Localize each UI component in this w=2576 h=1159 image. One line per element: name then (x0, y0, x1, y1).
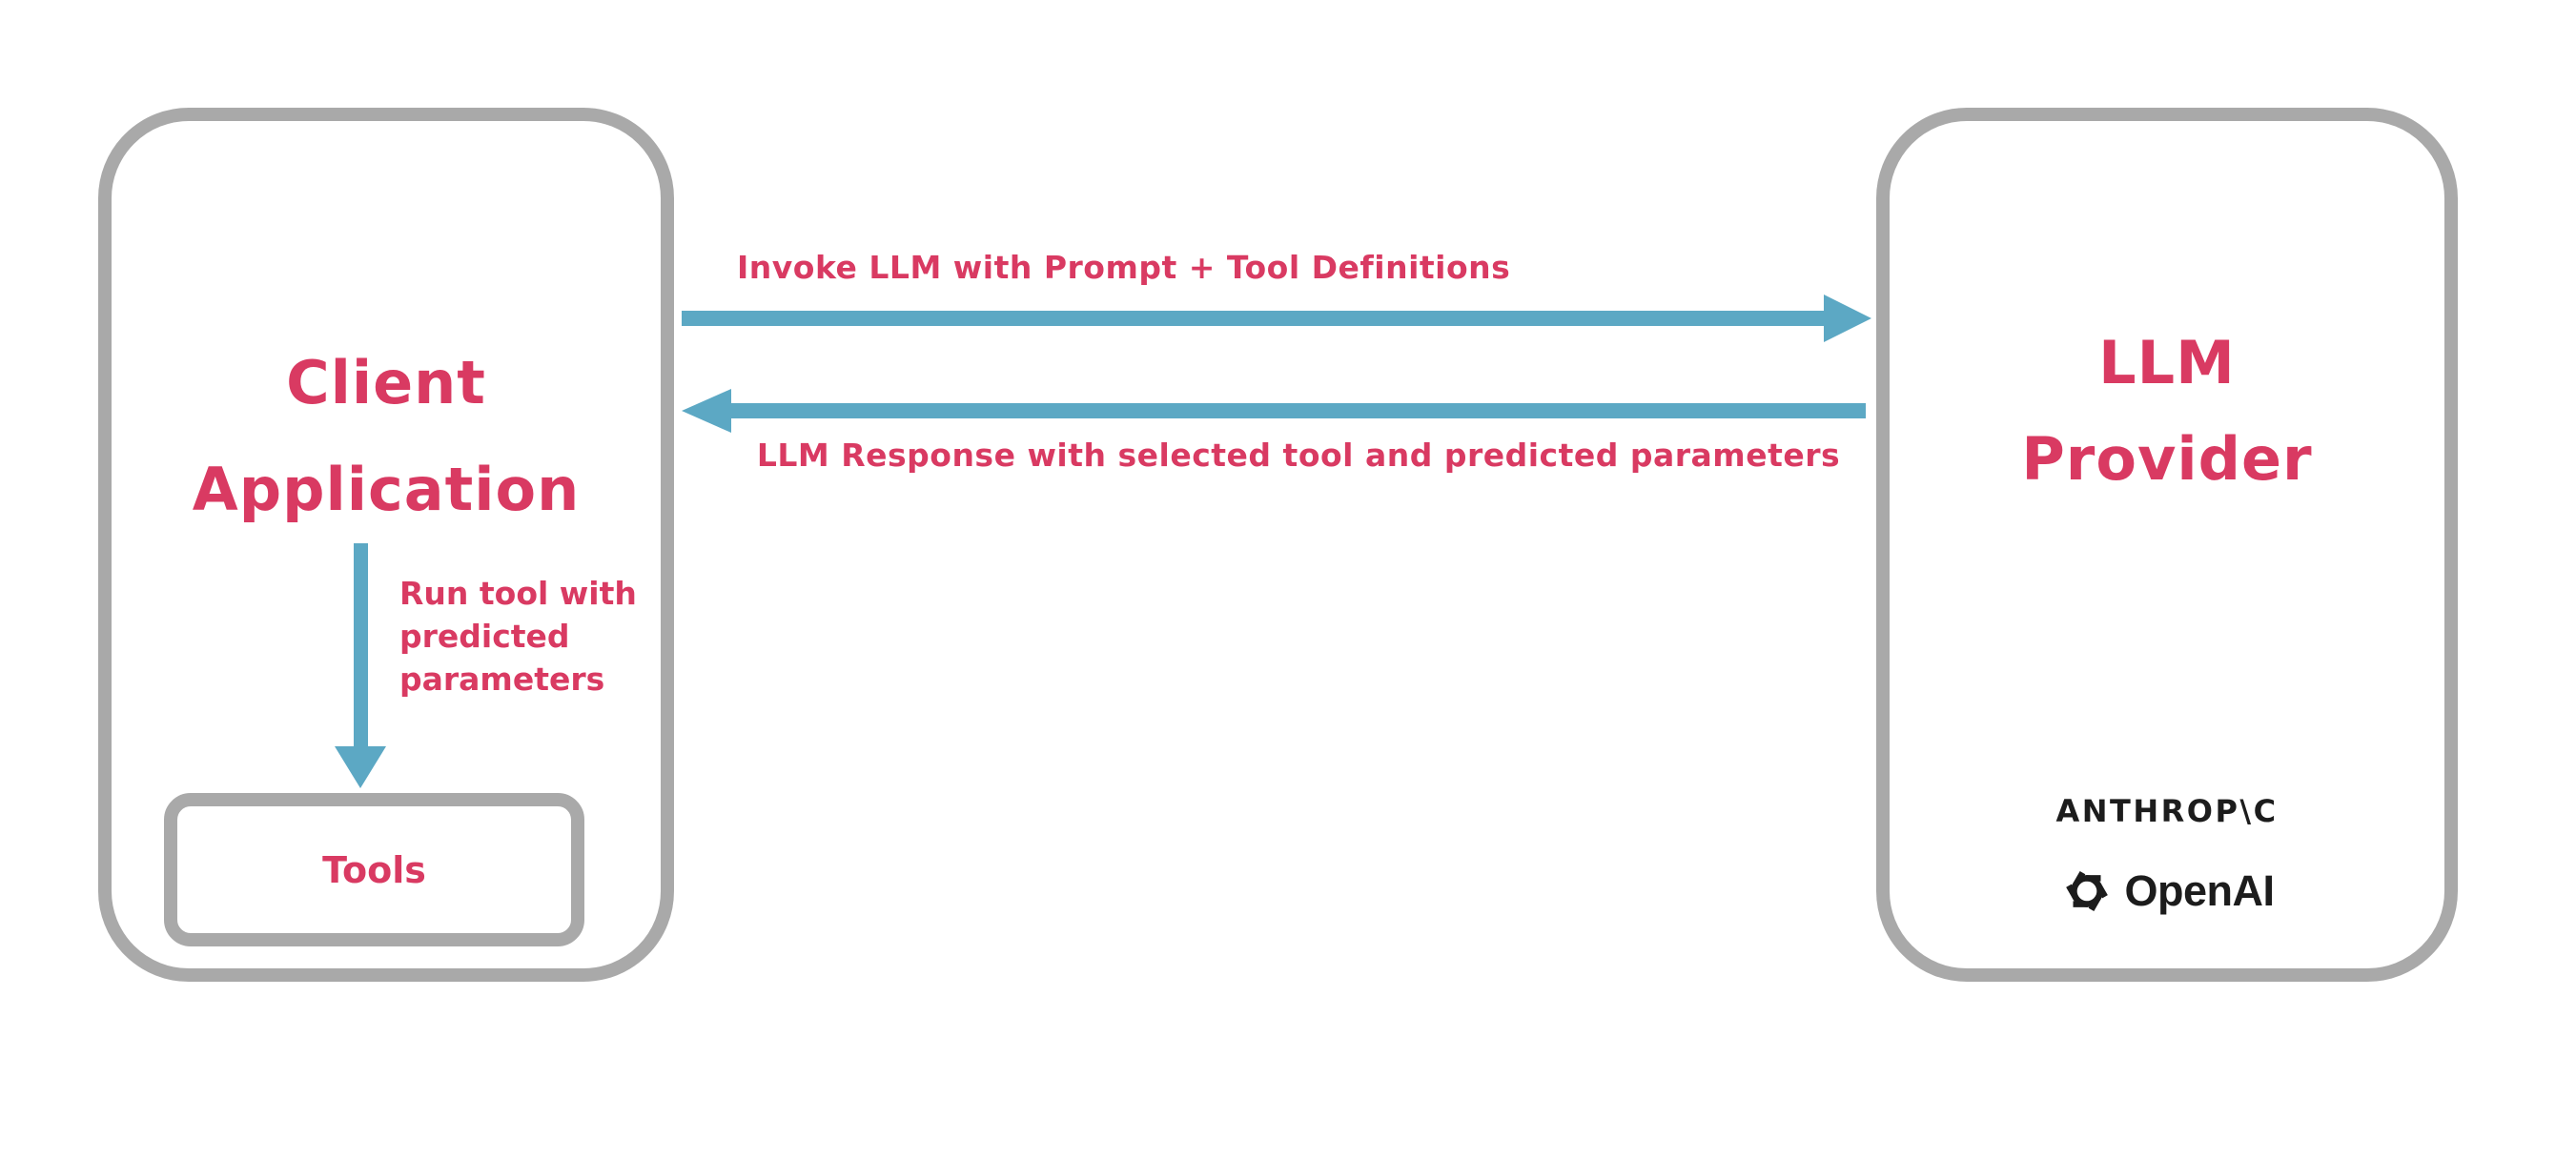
tools-label: Tools (322, 848, 426, 891)
llm-title-line2: Provider (2021, 424, 2313, 494)
client-application-title (98, 330, 674, 543)
llm-provider-title (1876, 315, 2458, 507)
openai-logo (1876, 861, 2458, 922)
llm-provider-box (1876, 108, 2458, 982)
client-title-line1: Client (286, 348, 486, 417)
run-tool-label-line2: predicted (399, 618, 570, 655)
run-tool-label (399, 572, 637, 701)
run-tool-arrow-shaft (354, 543, 368, 746)
response-arrowhead-icon (682, 389, 731, 433)
run-tool-label-line1: Run tool with (399, 575, 637, 612)
invoke-arrow-label: Invoke LLM with Prompt + Tool Definitions (737, 249, 1511, 286)
openai-icon (2059, 864, 2115, 919)
tools-box (164, 793, 584, 946)
anthropic-logo: ANTHROP\C (2055, 793, 2279, 829)
response-arrow-label: LLM Response with selected tool and predicted parameters (756, 437, 1841, 474)
invoke-arrowhead-icon (1824, 295, 1871, 342)
run-tool-arrowhead-icon (335, 746, 386, 788)
invoke-arrow-shaft (682, 311, 1824, 326)
client-title-line2: Application (192, 455, 581, 524)
response-arrow-shaft (731, 403, 1866, 418)
llm-title-line1: LLM (2098, 328, 2236, 397)
openai-wordmark: OpenAI (2124, 866, 2275, 915)
run-tool-label-line3: parameters (399, 661, 605, 698)
